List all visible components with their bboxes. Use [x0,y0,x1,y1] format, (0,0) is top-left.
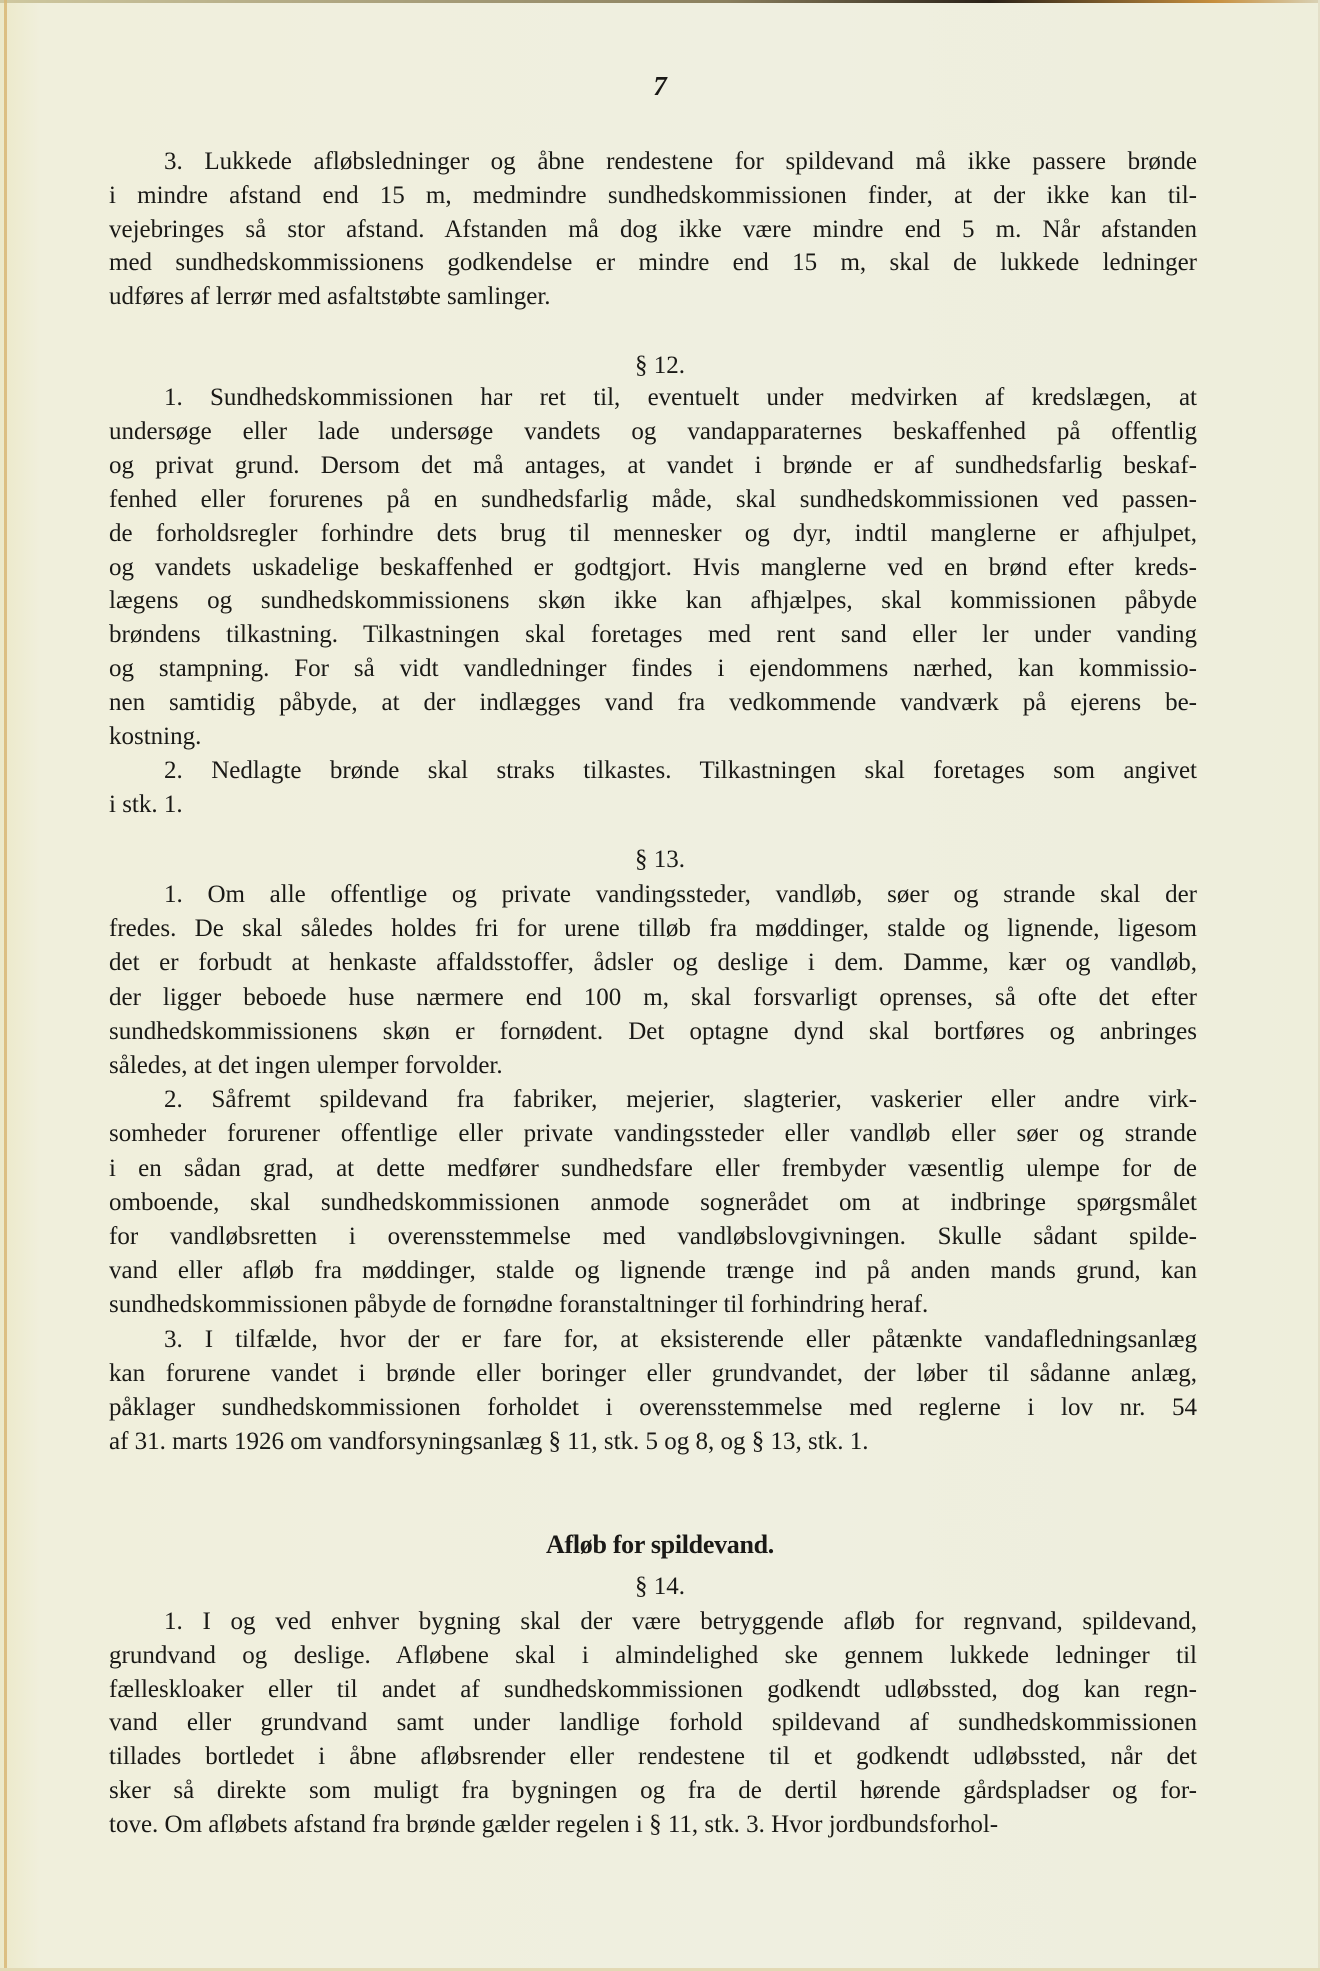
line-text: 2. Såfremt spildevand fra fabriker, mejerier, slagterier, vaskerier eller andre virk- [164,1086,1197,1113]
line-text: 3. Lukkede afløbsledninger og åbne rendestene for spildevand må ikke passere brønde [164,148,1197,175]
line-text: somheder forurener offentlige eller private vandingssteder eller vandløb eller søer og strande [109,1120,1197,1147]
paragraph-line [109,246,1197,280]
line-text: fredes. De skal således holdes fri for urene tilløb fra møddinger, stalde og lignende, ligesom [109,915,1197,942]
paragraph-line [109,584,1197,618]
line-text: i stk. 1. [109,791,183,818]
line-text: og stampning. For så vidt vandledninger findes i ejendommens nærhed, kan kommissio- [109,655,1197,682]
paragraph-line [109,1049,1197,1083]
paragraph-line [109,213,1197,247]
line-text: påklager sundhedskommissionen forholdet i overensstemmelse med reglerne i lov nr. 54 [109,1394,1197,1421]
line-text: således, at det ingen ulemper forvolder. [109,1052,503,1079]
paragraph-line [109,686,1197,720]
section-heading-13: § 13. [635,846,685,873]
line-text: brøndens tilkastning. Tilkastningen skal foretages med rent sand eller ler under vanding [109,621,1197,648]
line-text: kan forurene vandet i brønde eller boringer eller grundvandet, der løber til sådanne anlæg, [109,1360,1197,1387]
line-text: omboende, skal sundhedskommissionen anmode sognerådet om at indbringe spørgsmålet [109,1189,1197,1216]
line-text: det er forbudt at henkaste affaldsstoffer, ådsler og deslige i dem. Damme, kær og vandløb, [109,949,1197,976]
line-text: 2. Nedlagte brønde skal straks tilkastes. Tilkastningen skal foretages som angivet [164,757,1197,784]
line-text: 1. I og ved enhver bygning skal der være betryggende afløb for regnvand, spildevand, [164,1608,1197,1635]
line-text: de forholdsregler forhindre dets brug til mennesker og dyr, indtil manglerne er afhjulpet, [109,520,1197,547]
line-text: og privat grund. Dersom det må antages, at vandet i brønde er af sundhedsfarlig beskaf- [109,452,1197,479]
page-left-edge [4,0,7,1971]
paragraph-line [164,754,1197,788]
paragraph-line [109,280,1197,314]
paragraph-line [109,1152,1197,1186]
paragraph-line [109,618,1197,652]
paragraph-line [164,1323,1197,1357]
paragraph-line [164,878,1197,912]
line-text: lægens og sundhedskommissionens skøn ikke kan afhjælpes, skal kommissionen påbyde [109,587,1197,614]
line-text: sker så direkte som muligt fra bygningen og fra de dertil hørende gårdspladser og for- [109,1777,1197,1804]
section-heading-14: § 14. [635,1573,685,1600]
line-text: udføres af lerrør med asfaltstøbte samlinger. [109,283,551,310]
paragraph-line [109,946,1197,980]
paragraph-line [109,1288,1197,1322]
paragraph-line [109,652,1197,686]
line-text: 1. Sundhedskommissionen har ret til, eventuelt under medvirken af kredslægen, at [164,384,1197,411]
paragraph-line [109,551,1197,585]
line-text: 1. Om alle offentlige og private vandingssteder, vandløb, søer og strande skal der [164,881,1197,908]
line-text: der ligger beboede huse nærmere end 100 m, skal forsvarligt oprenses, så ofte det efter [109,984,1197,1011]
paragraph-line [109,415,1197,449]
line-text: i mindre afstand end 15 m, medmindre sundhedskommissionen finder, at der ikke kan til- [109,182,1197,209]
line-text: vand eller grundvand samt under landlige forhold spildevand af sundhedskommissionen [109,1709,1197,1736]
paragraph-line [164,145,1197,179]
paragraph-line [109,1808,1197,1842]
paragraph-line [164,1605,1197,1639]
line-text: med sundhedskommissionens godkendelse er mindre end 15 m, skal de lukkede ledninger [109,249,1197,276]
line-text: grundvand og deslige. Afløbene skal i almindelighed ske gennem lukkede ledninger til [109,1642,1197,1669]
line-text: undersøge eller lade undersøge vandets og vandapparaternes beskaffenhed på offentlig [109,418,1197,445]
paragraph-line [109,788,1197,822]
line-text: af 31. marts 1926 om vandforsyningsanlæg § 11, stk. 5 og 8, og § 13, stk. 1. [109,1428,869,1455]
line-text: fenhed eller forurenes på en sundhedsfarlig måde, skal sundhedskommissionen ved passen- [109,486,1197,513]
paragraph-line [109,1391,1197,1425]
paragraph-line [109,1774,1197,1808]
page-top-edge [0,0,1320,3]
paragraph-line [109,1015,1197,1049]
line-text: kostning. [109,723,202,750]
paragraph-line [109,1740,1197,1774]
section-heading-12: § 12. [635,352,685,379]
paragraph-line [109,912,1197,946]
line-text: i en sådan grad, at dette medfører sundhedsfare eller frembyder væsentlig ulempe for de [109,1155,1197,1182]
paragraph-line [109,483,1197,517]
line-text: for vandløbsretten i overensstemmelse med vandløbslovgivningen. Skulle sådant spilde- [109,1223,1197,1250]
paragraph-line [109,1673,1197,1707]
line-text: og vandets uskadelige beskaffenhed er godtgjort. Hvis manglerne ved en brønd efter kreds- [109,554,1197,581]
paragraph-line [109,1254,1197,1288]
paragraph-line [109,1220,1197,1254]
paragraph-line [109,517,1197,551]
line-text: tove. Om afløbets afstand fra brønde gælder regelen i § 11, stk. 3. Hvor jordbundsforhol- [109,1811,999,1838]
line-text: sundhedskommissionens skøn er fornødent. Det optagne dynd skal bortføres og anbringes [109,1018,1197,1045]
paragraph-line [109,1357,1197,1391]
line-text: tillades bortledet i åbne afløbsrender eller rendestene til et godkendt udløbssted, når det [109,1743,1197,1770]
paragraph-line [109,1706,1197,1740]
paragraph-line [164,1083,1197,1117]
chapter-heading: Afløb for spildevand. [546,1530,774,1559]
paragraph-line [109,1186,1197,1220]
line-text: sundhedskommissionen påbyde de fornødne foranstaltninger til forhindring heraf. [109,1291,929,1318]
line-text: nen samtidig påbyde, at der indlægges vand fra vedkommende vandværk på ejerens be- [109,689,1197,716]
paragraph-line [109,1639,1197,1673]
page-number: 7 [653,71,667,101]
line-text: fælleskloaker eller til andet af sundhedskommissionen godkendt udløbssted, dog kan regn- [109,1676,1197,1703]
line-text: vejebringes så stor afstand. Afstanden må dog ikke være mindre end 5 m. Når afstanden [109,216,1197,243]
line-text: vand eller afløb fra møddinger, stalde og lignende trænge ind på anden mands grund, kan [109,1257,1197,1284]
paragraph-line [109,720,1197,754]
paragraph-line [109,179,1197,213]
line-text: 3. I tilfælde, hvor der er fare for, at eksisterende eller påtænkte vandafledningsanlæg [164,1326,1197,1353]
paragraph-line [164,381,1197,415]
paragraph-line [109,1117,1197,1151]
paragraph-line [109,1425,1197,1459]
paragraph-line [109,449,1197,483]
paragraph-line [109,981,1197,1015]
